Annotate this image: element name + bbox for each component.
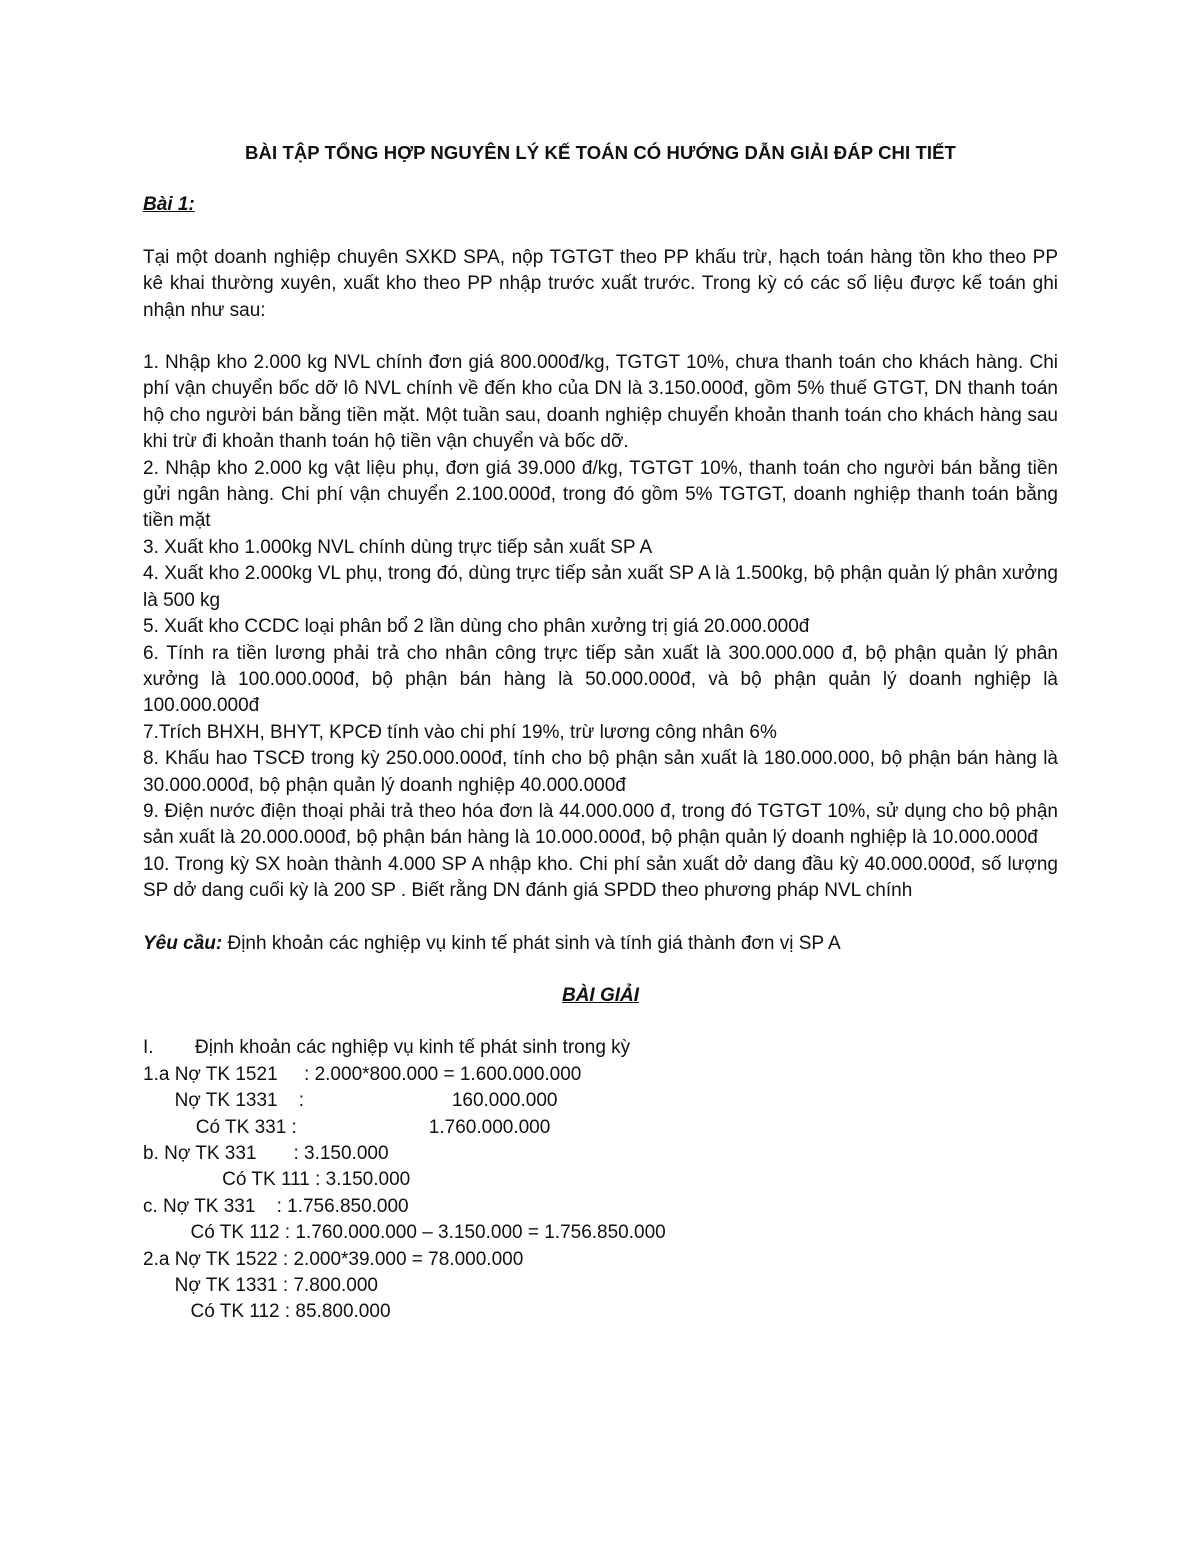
- exercise-items: [143, 350, 1058, 905]
- section-number: I.: [143, 1037, 154, 1059]
- section-heading: [143, 1035, 1058, 1061]
- solution-title: BÀI GIẢI: [561, 984, 640, 1006]
- entry-amount: 160.000.000: [304, 1090, 558, 1112]
- document-title: BÀI TẬP TỔNG HỢP NGUYÊN LÝ KẾ TOÁN CÓ HƯỚNG DẪN GIẢI ĐÁP CHI TIẾT: [245, 142, 956, 163]
- entry-account: 1.a Nợ TK 1521: [143, 1063, 305, 1085]
- journal-entry: [143, 1167, 1058, 1193]
- entry-account: b. Nợ TK 331: [143, 1143, 294, 1164]
- exercise-heading: Bài 1:: [143, 194, 195, 216]
- entry-account: Nợ TK 1331 : 7.800.000: [143, 1275, 378, 1297]
- entry-amount: : 2.000*800.000 = 1.600.000.000: [304, 1063, 582, 1085]
- entry-account: 2.a Nợ TK 1522 : 2.000*39.000 = 78.000.000: [143, 1248, 524, 1270]
- entry-amount: : 1.756.850.000: [276, 1195, 409, 1217]
- exercise-item: 2. Nhập kho 2.000 kg vật liệu phụ, đơn giá 39.000 đ/kg, TGTGT 10%, thanh toán cho người bán bằng tiền gửi ngân hàng. Chi phí vận chuyển 2.100.000đ, trong đó gồm 5% TGTGT, doanh nghiệp thanh toán bằng tiền mặt: [143, 457, 1058, 532]
- exercise-item: 5. Xuất kho CCDC loại phân bổ 2 lần dùng cho phân xưởng trị giá 20.000.000đ: [143, 616, 810, 638]
- exercise-item: 8. Khấu hao TSCĐ trong kỳ 250.000.000đ, tính cho bộ phận sản xuất là 180.000.000, bộ phận bán hàng là 30.000.000đ, bộ phận quản lý doanh nghiệp 40.000.000đ: [143, 748, 1058, 796]
- journal-entry: [143, 1115, 1058, 1141]
- journal-entry: [143, 1088, 1058, 1114]
- solution-body: [143, 1035, 1058, 1325]
- journal-entry: [143, 1299, 1058, 1325]
- journal-entry: [143, 1247, 1058, 1273]
- section-title: Định khoản các nghiệp vụ kinh tế phát sinh trong kỳ: [195, 1037, 631, 1059]
- exercise-item: 3. Xuất kho 1.000kg NVL chính dùng trực tiếp sản xuất SP A: [143, 536, 653, 558]
- entry-amount: 1.760.000.000: [296, 1116, 551, 1138]
- intro-paragraph: Tại một doanh nghiệp chuyên SXKD SPA, nộp TGTGT theo PP khấu trừ, hạch toán hàng tồn kho theo PP kê khai thường xuyên, xuất kho theo PP nhập trước xuất trước. Trong kỳ có các số liệu được kế toán ghi nhận như sau:: [143, 246, 1058, 321]
- entry-account: Có TK 111 : 3.150.000: [143, 1169, 411, 1191]
- journal-entry: [143, 1194, 1058, 1220]
- exercise-item: 7.Trích BHXH, BHYT, KPCĐ tính vào chi phí 19%, trừ lương công nhân 6%: [143, 721, 777, 743]
- requirement: [143, 931, 1058, 957]
- journal-entry: [143, 1141, 1058, 1167]
- journal-entry: [143, 1273, 1058, 1299]
- entry-account: Nợ TK 1331 :: [143, 1090, 305, 1112]
- exercise-item: 4. Xuất kho 2.000kg VL phụ, trong đó, dùng trực tiếp sản xuất SP A là 1.500kg, bộ phận quản lý phân xưởng là 500 kg: [143, 563, 1058, 611]
- entry-account: Có TK 112 : 85.800.000: [143, 1301, 391, 1323]
- entry-account: c. Nợ TK 331: [143, 1195, 277, 1217]
- journal-entry: [143, 1220, 1058, 1246]
- exercise-item: 10. Trong kỳ SX hoàn thành 4.000 SP A nhập kho. Chi phí sản xuất dở dang đầu kỳ 40.000.000đ, số lượng SP dở dang cuối kỳ là 200 SP . Biết rằng DN đánh giá SPDD theo phương pháp NVL chính: [143, 853, 1058, 902]
- document-page: [143, 140, 1058, 1326]
- exercise-item: 1. Nhập kho 2.000 kg NVL chính đơn giá 800.000đ/kg, TGTGT 10%, chưa thanh toán cho khách hàng. Chi phí vận chuyển bốc dỡ lô NVL chính về đến kho của DN là 3.150.000đ, gồm 5% thuế GTGT, DN thanh toán hộ cho người bán bằng tiền mặt. Một tuần sau, doanh nghiệp chuyển khoản thanh toán cho khách hàng sau khi trừ đi khoản thanh toán hộ tiền vận chuyển và bốc dỡ.: [143, 352, 1058, 453]
- requirement-text: Định khoản các nghiệp vụ kinh tế phát sinh và tính giá thành đơn vị SP A: [222, 932, 841, 954]
- journal-entry: [143, 1062, 1058, 1088]
- entry-account: Có TK 331 :: [143, 1116, 297, 1138]
- requirement-label: Yêu cầu:: [143, 932, 223, 954]
- entry-account: Có TK 112 : 1.760.000.000 – 3.150.000 = 1.756.850.000: [143, 1222, 666, 1244]
- exercise-item: 9. Điện nước điện thoại phải trả theo hóa đơn là 44.000.000 đ, trong đó TGTGT 10%, sử dụng cho bộ phận sản xuất là 20.000.000đ, bộ phận bán hàng là 10.000.000đ, bộ phận quản lý doanh nghiệp là 10.000.000đ: [143, 800, 1058, 849]
- entry-amount: : 3.150.000: [293, 1143, 389, 1164]
- exercise-item: 6. Tính ra tiền lương phải trả cho nhân công trực tiếp sản xuất là 300.000.000 đ, bộ phận quản lý phân xưởng là 100.000.000đ, bộ phận bán hàng là 50.000.000đ, và bộ phận quản lý doanh nghiệp là 100.000.000đ: [143, 642, 1058, 717]
